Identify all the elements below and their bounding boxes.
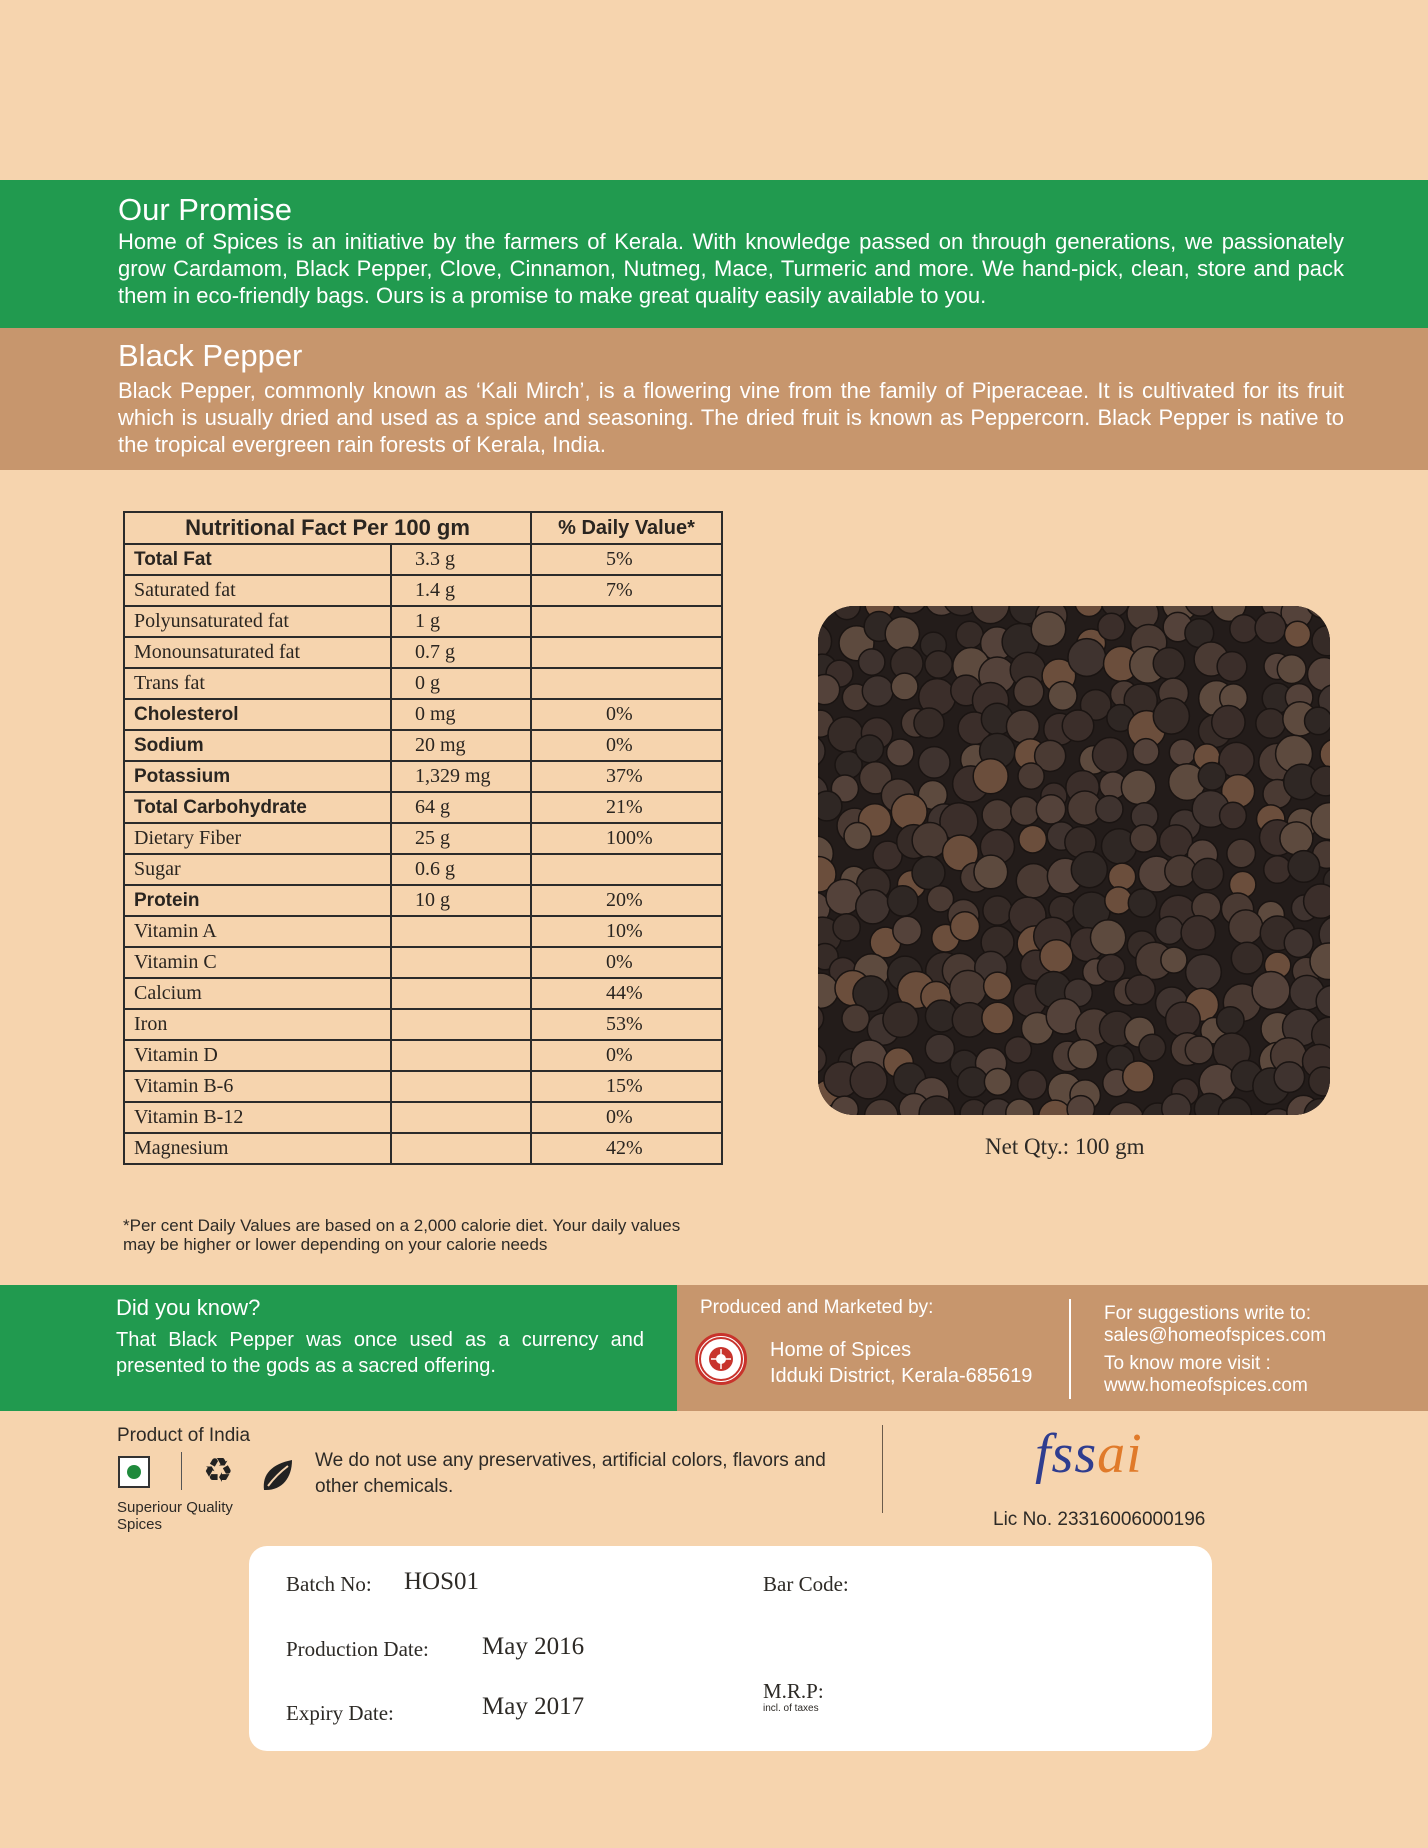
badge-divider [181, 1452, 182, 1490]
peppercorn-image [818, 606, 1330, 1115]
nutrient-name: Cholesterol [124, 699, 391, 730]
nutrient-daily-value: 37% [531, 761, 722, 792]
nutrient-amount [391, 947, 531, 978]
nutrient-name: Saturated fat [124, 575, 391, 606]
website-link[interactable]: www.homeofspices.com [1104, 1375, 1308, 1396]
fssai-logo-text-b: ai [1097, 1423, 1143, 1485]
expiry-date-label: Expiry Date: [286, 1701, 394, 1725]
nutrition-row [124, 761, 722, 792]
product-of-india: Product of India [117, 1425, 251, 1446]
producer-address: Idduki District, Kerala-685619 [770, 1365, 1033, 1387]
promise-text: Home of Spices is an initiative by the farmers of Kerala. With knowledge passed on through generations, we passionately grow Cardamom, Black Pepper, Clove, Cinnamon, Nutmeg, Mace, Turmeric and more. We hand-pick, clean, store and pack them in eco-friendly bags. Ours is a promise to make great quality easily available to you. [118, 229, 1344, 308]
nutrient-amount: 1 g [391, 606, 531, 637]
nutrient-amount: 1,329 mg [391, 761, 531, 792]
nutrient-daily-value: 21% [531, 792, 722, 823]
production-date-value: May 2016 [482, 1633, 585, 1660]
mrp-note: incl. of taxes [763, 1703, 819, 1714]
nutrition-row [124, 1071, 722, 1102]
nutrient-daily-value: 7% [531, 575, 722, 606]
no-preservatives-text: We do not use any preservatives, artificial colors, flavors and other chemicals. [315, 1450, 826, 1497]
nutrient-daily-value: 0% [531, 947, 722, 978]
producer-panel [677, 1285, 1428, 1411]
nutrient-amount: 0.7 g [391, 637, 531, 668]
nutrition-header-row [124, 512, 722, 544]
fssai-license: Lic No. 23316006000196 [993, 1509, 1206, 1530]
recycle-icon: ♻ [203, 1451, 234, 1491]
nutrition-row [124, 916, 722, 947]
producer-address-block [770, 1337, 1032, 1389]
black-pepper-section [0, 328, 1428, 470]
nutrition-row [124, 730, 722, 761]
leaf-icon [258, 1456, 296, 1494]
nutrition-row [124, 792, 722, 823]
nutrient-daily-value: 42% [531, 1133, 722, 1164]
nutrition-row [124, 885, 722, 916]
batch-label: Batch No: [286, 1572, 372, 1596]
nutrient-amount: 0 mg [391, 699, 531, 730]
nutrition-row [124, 1040, 722, 1071]
nutrient-daily-value: 100% [531, 823, 722, 854]
did-you-know-title: Did you know? [116, 1295, 261, 1320]
nutrient-daily-value: 0% [531, 1040, 722, 1071]
nutrient-amount: 3.3 g [391, 544, 531, 575]
nutrient-name: Vitamin C [124, 947, 391, 978]
nutrient-name: Vitamin B-12 [124, 1102, 391, 1133]
nutrition-table [123, 511, 723, 1165]
nutrient-daily-value [531, 606, 722, 637]
expiry-date-value: May 2017 [482, 1693, 585, 1720]
nutrient-amount [391, 1071, 531, 1102]
nutrient-name: Trans fat [124, 668, 391, 699]
nutrient-amount [391, 978, 531, 1009]
nutrient-daily-value [531, 668, 722, 699]
nutrient-amount [391, 916, 531, 947]
nutrient-daily-value [531, 637, 722, 668]
nutrition-row [124, 854, 722, 885]
nutrient-name: Sodium [124, 730, 391, 761]
contact-email[interactable]: sales@homeofspices.com [1104, 1325, 1327, 1346]
nutrient-daily-value: 44% [531, 978, 722, 1009]
nutrient-name: Polyunsaturated fat [124, 606, 391, 637]
nutrient-name: Monounsaturated fat [124, 637, 391, 668]
fssai-logo [1035, 1422, 1143, 1486]
nutrient-daily-value: 53% [531, 1009, 722, 1040]
fssai-divider [882, 1425, 883, 1513]
nutrient-name: Vitamin D [124, 1040, 391, 1071]
fssai-logo-text-a: fss [1035, 1423, 1098, 1485]
nutrient-name: Sugar [124, 854, 391, 885]
nutrient-amount: 0.6 g [391, 854, 531, 885]
nutrition-row [124, 637, 722, 668]
did-you-know-text: That Black Pepper was once used as a currency and presented to the gods as a sacred offering. [116, 1329, 644, 1377]
superior-quality-line1: Superiour Quality [117, 1499, 233, 1516]
nutrient-name: Iron [124, 1009, 391, 1040]
nutrient-amount: 10 g [391, 885, 531, 916]
nutrient-daily-value: 0% [531, 730, 722, 761]
production-date-label: Production Date: [286, 1637, 429, 1661]
black-pepper-text: Black Pepper, commonly known as ‘Kali Mirch’, is a flowering vine from the family of Piperaceae. It is cultivated for its fruit which is usually dried and used as a spice and seasoning. The dried fruit is known as Peppercorn. Black Pepper is native to the tropical evergreen rain forests of Kerala, India. [118, 378, 1344, 457]
nutrition-rows [124, 544, 722, 1164]
nutrient-amount [391, 1102, 531, 1133]
nutrition-row [124, 699, 722, 730]
nutrition-footnote: *Per cent Daily Values are based on a 2,000 calorie diet. Your daily values may be higher or lower depending on your calorie needs [123, 1216, 681, 1254]
nutrient-daily-value: 10% [531, 916, 722, 947]
nutrient-amount [391, 1009, 531, 1040]
nutrient-name: Dietary Fiber [124, 823, 391, 854]
nutrient-name: Protein [124, 885, 391, 916]
nutrition-row [124, 978, 722, 1009]
nutrition-row [124, 606, 722, 637]
batch-info-card [249, 1546, 1212, 1751]
producer-divider [1069, 1299, 1071, 1399]
promise-title: Our Promise [118, 192, 292, 227]
producer-name: Home of Spices [770, 1339, 912, 1361]
nutrient-daily-value: 5% [531, 544, 722, 575]
nutrition-row [124, 544, 722, 575]
nutrition-row [124, 668, 722, 699]
batch-value: HOS01 [404, 1568, 480, 1595]
superior-quality-line2: Spices [117, 1516, 163, 1533]
nutrient-daily-value: 20% [531, 885, 722, 916]
nutrient-amount: 64 g [391, 792, 531, 823]
superior-quality-label [117, 1499, 233, 1533]
nutrient-name: Vitamin A [124, 916, 391, 947]
did-you-know-panel [0, 1285, 677, 1411]
nutrient-amount: 0 g [391, 668, 531, 699]
barcode-label: Bar Code: [763, 1572, 849, 1596]
promise-section [0, 180, 1428, 328]
nutrient-amount: 25 g [391, 823, 531, 854]
nutrient-amount [391, 1133, 531, 1164]
peppercorn-photo [818, 606, 1330, 1115]
nutrient-name: Calcium [124, 978, 391, 1009]
nutrient-name: Magnesium [124, 1133, 391, 1164]
nutrient-daily-value [531, 854, 722, 885]
suggestions-label: For suggestions write to: [1104, 1303, 1311, 1324]
nutrition-row [124, 1009, 722, 1040]
daily-value-header: % Daily Value* [531, 512, 722, 544]
nutrient-daily-value: 0% [531, 699, 722, 730]
nutrient-daily-value: 0% [531, 1102, 722, 1133]
mrp-label: M.R.P: [763, 1679, 824, 1703]
nutrition-row [124, 1133, 722, 1164]
nutrition-row [124, 1102, 722, 1133]
nutrient-amount: 20 mg [391, 730, 531, 761]
black-pepper-title: Black Pepper [118, 338, 303, 373]
nutrient-name: Potassium [124, 761, 391, 792]
producer-label: Produced and Marketed by: [700, 1297, 934, 1318]
nutrition-row [124, 947, 722, 978]
nutrient-name: Vitamin B-6 [124, 1071, 391, 1102]
nutrition-row [124, 575, 722, 606]
home-of-spices-seal-icon [695, 1333, 747, 1385]
nutrition-row [124, 823, 722, 854]
contact-block [1104, 1303, 1326, 1397]
nutrient-name: Total Carbohydrate [124, 792, 391, 823]
nutrient-amount [391, 1040, 531, 1071]
net-quantity: Net Qty.: 100 gm [985, 1134, 1145, 1159]
nutrient-daily-value: 15% [531, 1071, 722, 1102]
veg-mark-icon [118, 1456, 150, 1488]
nutrient-name: Total Fat [124, 544, 391, 575]
visit-label: To know more visit : [1104, 1353, 1271, 1374]
nutrient-amount: 1.4 g [391, 575, 531, 606]
nutrition-header: Nutritional Fact Per 100 gm [124, 512, 531, 544]
